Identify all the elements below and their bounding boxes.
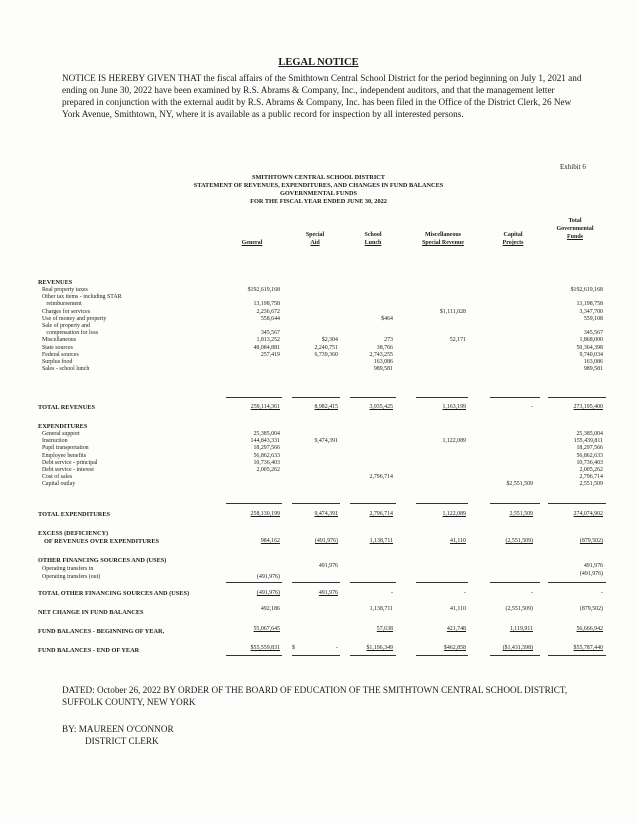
- total-revenues-label: TOTAL REVENUES: [38, 404, 95, 411]
- ending-special-aid-sign: $: [292, 645, 295, 651]
- ending-total: $55,787,440: [573, 645, 603, 651]
- expenditure-special-aid-values: 9,474,391: [314, 438, 338, 445]
- total-expenditures-general: 258,130,199: [250, 511, 280, 517]
- revenues-heading: REVENUES: [38, 279, 73, 286]
- beginning-general: 55,067,645: [253, 626, 280, 632]
- excess-label-1: EXCESS (DEFICIENCY): [38, 530, 109, 537]
- transfers-in-label: Operating transfers in: [42, 566, 94, 572]
- ending-misc: $462,858: [443, 645, 466, 651]
- total-revenues-special-aid: 8,982,415: [314, 404, 338, 410]
- signed-by: BY: MAUREEN O'CONNOR: [62, 724, 174, 734]
- col-total-2: Governmental: [556, 226, 594, 232]
- col-misc-2: Special Revenue: [422, 240, 464, 246]
- beginning-school-lunch: 57,638: [376, 626, 393, 632]
- total-revenues-school-lunch: 3,935,425: [369, 404, 393, 410]
- net-change-capital: (2,551,509): [505, 606, 533, 612]
- total-expenditures-label: TOTAL EXPENDITURES: [38, 511, 111, 518]
- revenue-misc-values: $1,111,028 52,171: [439, 308, 466, 344]
- col-misc-1: Miscellaneous: [425, 232, 461, 238]
- ending-school-lunch: $1,196,349: [366, 645, 393, 651]
- ending-general: $55,559,831: [250, 645, 280, 651]
- net-change-school-lunch: 1,138,711: [369, 606, 393, 612]
- excess-school-lunch: 1,138,711: [369, 538, 393, 544]
- notice-body: NOTICE IS HEREBY GIVEN THAT the fiscal affairs of the Smithtown Central School District for the period beginning on July 1, 2021 and ending on June 30, 2022 have been examined by R.S. Abrams & Company, Inc., independent auditors, and that the management letter prepared in conjunction with the external audit by R.S. Abrams & Company, Inc. has been filed in the Office of the District Clerk, 26 New York Avenue, Smithtown, NY, where it is available as a public record for inspection by all interested persons.: [62, 73, 582, 119]
- exhibit-label: Exhibit 6: [560, 163, 586, 171]
- statement-funds: GOVERNMENTAL FUNDS: [279, 190, 358, 197]
- total-expenditures-special-aid: 9,474,391: [314, 511, 338, 517]
- expenditure-capital-values: $2,551,509: [506, 481, 533, 488]
- total-expenditures-misc: 1,122,089: [442, 511, 466, 517]
- total-expenditures-capital: 2,551,509: [509, 511, 533, 517]
- excess-capital: (2,551,509): [505, 538, 533, 544]
- col-school-lunch-2: Lunch: [364, 240, 382, 246]
- total-other-total: -: [601, 590, 603, 596]
- col-total-1: Total: [568, 218, 582, 224]
- col-special-aid-1: Special: [305, 232, 325, 238]
- excess-special-aid: (491,976): [314, 538, 338, 544]
- excess-total: (879,502): [579, 538, 603, 544]
- expenditure-school-lunch-values: 2,796,714: [369, 474, 393, 481]
- excess-label-2: OF REVENUES OVER EXPENDITURES: [44, 538, 160, 545]
- beginning-misc: 421,748: [446, 626, 466, 632]
- transfers-out-label: Operating transfers (out): [42, 574, 101, 580]
- expenditure-labels: General support Instruction Pupil transportation Employee benefits Debt service - principal Debt service - interest Cost of sales Capital outlay: [42, 431, 98, 488]
- statement-title: STATEMENT OF REVENUES, EXPENDITURES, AND CHANGES IN FUND BALANCES: [193, 182, 444, 189]
- ending-balance-label: FUND BALANCES - END OF YEAR: [38, 647, 140, 654]
- total-revenues-general: 259,114,361: [250, 404, 280, 410]
- dated-statement: DATED: October 26, 2022 BY ORDER OF THE BOARD OF EDUCATION OF THE SMITHTOWN CENTRAL SCHOOL DISTRICT, SUFFOLK COUNTY, NEW YORK: [62, 685, 568, 707]
- total-revenues-misc: 1,163,199: [442, 404, 466, 410]
- col-capital-2: Projects: [502, 240, 524, 246]
- transfers-out-total: (491,976): [579, 571, 603, 577]
- clerk-title: DISTRICT CLERK: [85, 736, 159, 746]
- total-expenditures-school-lunch: 2,796,714: [369, 511, 393, 517]
- expenditure-general-values: 25,385,004 144,843,331 18,297,566 56,862,633 10,736,403 2,005,262: [250, 431, 280, 474]
- net-change-general: 492,186: [260, 606, 280, 612]
- col-total-3: Funds: [566, 234, 583, 240]
- transfers-in-total: 491,976: [583, 563, 603, 569]
- net-change-label: NET CHANGE IN FUND BALANCES: [38, 609, 144, 616]
- beginning-total: 56,666,942: [576, 626, 603, 632]
- revenue-labels: Real property taxes Other tax items - including STAR reimbursement Charges for services Use of money and property Sale of property and compensation for loss Miscellaneous State sources Federal sources Surplus food Sales - school lunch: [42, 287, 122, 373]
- total-other-special-aid: 491,976: [318, 590, 338, 596]
- expenditure-total-values: 25,385,004 155,439,811 18,297,566 56,862,633 10,736,403 2,005,262 2,796,714 2,551,509: [573, 431, 603, 488]
- excess-misc: 41,110: [450, 538, 466, 544]
- col-special-aid-2: Aid: [310, 240, 320, 246]
- expenditure-misc-values: 1,122,089: [442, 438, 466, 445]
- beginning-balance-label: FUND BALANCES - BEGINNING OF YEAR,: [38, 628, 165, 635]
- col-capital-1: Capital: [503, 232, 523, 238]
- other-financing-heading: OTHER FINANCING SOURCES AND (USES): [38, 557, 167, 564]
- transfers-out-general: (491,976): [256, 574, 280, 580]
- statement-period: FOR THE FISCAL YEAR ENDED JUNE 30, 2022: [250, 198, 387, 205]
- col-school-lunch-1: School: [364, 232, 382, 238]
- transfers-in-special-aid: 491,976: [318, 563, 338, 569]
- net-change-misc: 41,110: [450, 606, 466, 612]
- total-other-general: (491,976): [256, 590, 280, 596]
- revenue-special-aid-values: $2,304 2,240,751 6,739,360: [314, 337, 338, 358]
- total-other-school-lunch: -: [391, 590, 393, 596]
- excess-general: 984,162: [260, 538, 280, 544]
- total-other-financing-label: TOTAL OTHER FINANCING SOURCES AND (USES): [38, 590, 190, 597]
- net-change-total: (879,502): [579, 606, 603, 612]
- ending-special-aid: -: [336, 645, 338, 651]
- total-revenues-total: 273,195,400: [573, 404, 603, 410]
- statement-district: SMITHTOWN CENTRAL SCHOOL DISTRICT: [251, 174, 386, 181]
- expenditures-heading: EXPENDITURES: [38, 423, 88, 430]
- revenue-school-lunch-values: $464 273 38,766 2,743,255 163,086 989,581: [369, 315, 393, 373]
- revenue-general-values: $192,619,168 13,198,758 2,236,672 558,644 345,567 1,813,252 48,084,881 257,419: [247, 287, 280, 358]
- notice-title: LEGAL NOTICE: [278, 57, 359, 68]
- total-other-misc: -: [464, 590, 466, 596]
- total-expenditures-total: 274,074,902: [573, 511, 603, 517]
- beginning-capital: 1,119,911: [509, 626, 533, 632]
- total-revenues-capital: -: [531, 404, 533, 410]
- ending-capital: ($1,431,598): [502, 645, 533, 651]
- revenue-total-values: $192,619,168 13,198,758 3,347,700 559,108 345,567 1,868,000 50,364,398 9,740,034 163,086 989,581: [570, 287, 603, 373]
- col-general: General: [241, 240, 263, 246]
- total-other-capital: -: [531, 590, 533, 596]
